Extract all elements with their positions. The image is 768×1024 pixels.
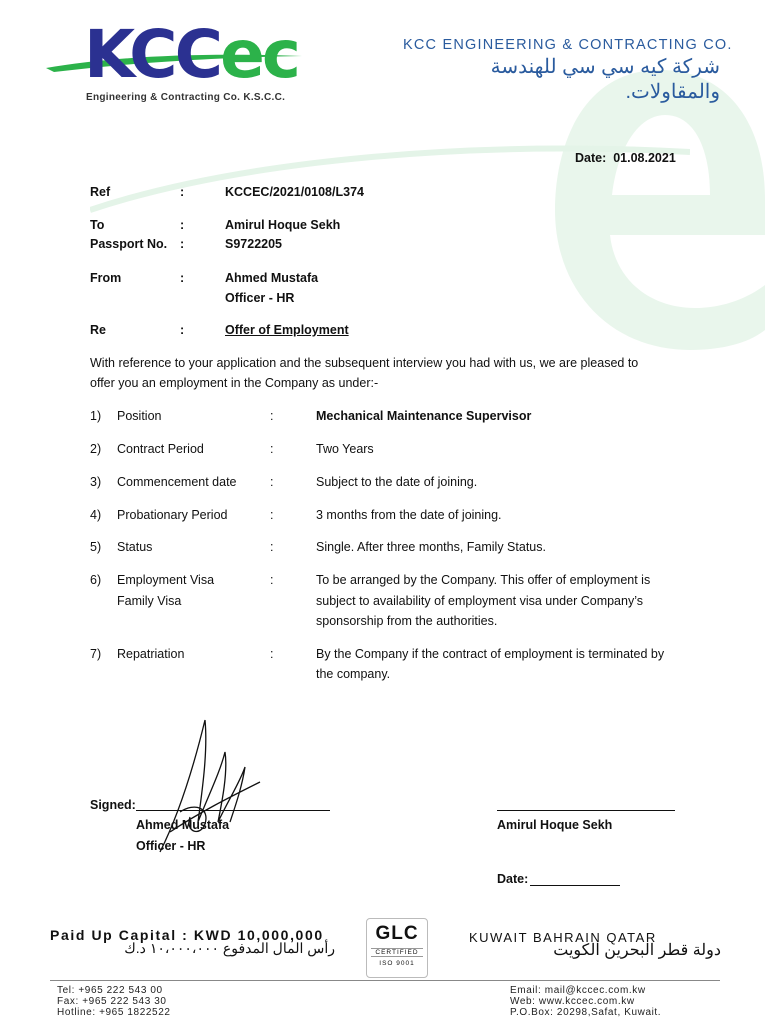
recipient-signature-line: [497, 810, 675, 811]
logo-subtitle: Engineering & Contracting Co. K.S.C.C.: [86, 92, 286, 103]
item-colon: :: [270, 409, 274, 423]
from-colon: :: [180, 271, 185, 285]
item-value-visa-line-2: subject to availability of employment visa under Company’s: [316, 594, 644, 608]
re-colon: :: [180, 323, 185, 337]
item-colon: :: [270, 508, 274, 522]
to-value: Amirul Hoque Sekh: [225, 218, 341, 232]
company-name-arabic: شركة كيه سي سي للهندسة والمقاولات.: [490, 56, 720, 103]
item-label-commencement: Commencement date: [117, 475, 237, 489]
recipient-date-line: [530, 885, 620, 886]
signer-title: Officer - HR: [136, 839, 206, 853]
item-colon: :: [270, 647, 274, 661]
footer-fax: Fax: +965 222 543 30: [57, 996, 167, 1007]
item-number: 1): [90, 409, 102, 423]
from-title: Officer - HR: [225, 291, 295, 305]
item-label-status: Status: [117, 540, 153, 554]
item-colon: :: [270, 442, 274, 456]
countries-english: KUWAIT BAHRAIN QATAR: [469, 930, 657, 945]
to-label: To: [90, 218, 105, 232]
footer-pobox: P.O.Box: 20298,Safat, Kuwait.: [510, 1007, 662, 1018]
paid-up-capital-en: Paid Up Capital : KWD 10,000,000: [50, 927, 324, 943]
item-number: 2): [90, 442, 102, 456]
item-value-repatriation-line-1: By the Company if the contract of employment is terminated by: [316, 647, 665, 661]
paid-up-capital-ar: رأس المال المدفوع ١٠،٠٠٠،٠٠٠ د.ك: [124, 940, 335, 956]
letter-date: Date: 01.08.2021: [575, 151, 676, 165]
footer-tel: Tel: +965 222 543 00: [57, 985, 163, 996]
glc-iso-text: ISO 9001: [379, 960, 415, 967]
recipient-date-label: Date:: [497, 872, 529, 886]
item-value-probation: 3 months from the date of joining.: [316, 508, 502, 522]
ref-label: Ref: [90, 185, 111, 199]
footer-email: Email: mail@kccec.com.kw: [510, 985, 646, 996]
footer-web: Web: www.kccec.com.kw: [510, 996, 635, 1007]
item-label-repatriation: Repatriation: [117, 647, 185, 661]
re-label: Re: [90, 323, 106, 337]
signer-name: Ahmed Mustafa: [136, 818, 230, 832]
from-label: From: [90, 271, 122, 285]
recipient-name: Amirul Hoque Sekh: [497, 818, 613, 832]
footer-divider: [50, 980, 720, 981]
item-colon: :: [270, 573, 274, 587]
item-colon: :: [270, 540, 274, 554]
signed-label: Signed:: [90, 798, 136, 812]
company-name-english: KCC ENGINEERING & CONTRACTING CO.: [403, 37, 733, 53]
item-value-visa-line-3: sponsorship from the authorities.: [316, 614, 498, 628]
header-arc-graphic: [90, 130, 690, 220]
item-value-status: Single. After three months, Family Status.: [316, 540, 546, 554]
item-label-employment-visa: Employment Visa: [117, 573, 215, 587]
item-label-probation: Probationary Period: [117, 508, 228, 522]
intro-line-2: offer you an employment in the Company as under:-: [90, 376, 379, 390]
item-label-family-visa: Family Visa: [117, 594, 182, 608]
item-label-contract-period: Contract Period: [117, 442, 204, 456]
from-name: Ahmed Mustafa: [225, 271, 319, 285]
passport-value: S9722205: [225, 237, 283, 251]
footer-hotline: Hotline: +965 1822522: [57, 1007, 171, 1018]
passport-label: Passport No.: [90, 237, 168, 251]
glc-certified-text: CERTIFIED: [371, 948, 423, 957]
re-value: Offer of Employment: [225, 323, 349, 337]
item-number: 5): [90, 540, 102, 554]
item-number: 6): [90, 573, 102, 587]
company-logo: KCCec: [84, 16, 298, 93]
item-number: 7): [90, 647, 102, 661]
ref-value: KCCEC/2021/0108/L374: [225, 185, 364, 199]
glc-text: GLC: [375, 923, 419, 944]
ref-colon: :: [180, 185, 185, 199]
glc-certified-badge: [366, 918, 428, 978]
item-value-position: Mechanical Maintenance Supervisor: [316, 409, 532, 423]
item-colon: :: [270, 475, 274, 489]
countries-arabic: دولة قطر البحرين الكويت: [553, 942, 721, 959]
item-value-repatriation-line-2: the company.: [316, 667, 391, 681]
intro-line-1: With reference to your application and the subsequent interview you had with us, we are pleased to: [90, 356, 639, 370]
item-number: 4): [90, 508, 102, 522]
item-value-contract-period: Two Years: [316, 442, 374, 456]
passport-colon: :: [180, 237, 185, 251]
item-value-visa-line-1: To be arranged by the Company. This offer of employment is: [316, 573, 651, 587]
item-label-position: Position: [117, 409, 162, 423]
handwritten-signature: [150, 712, 265, 857]
to-colon: :: [180, 218, 185, 232]
item-value-commencement: Subject to the date of joining.: [316, 475, 478, 489]
item-number: 3): [90, 475, 102, 489]
